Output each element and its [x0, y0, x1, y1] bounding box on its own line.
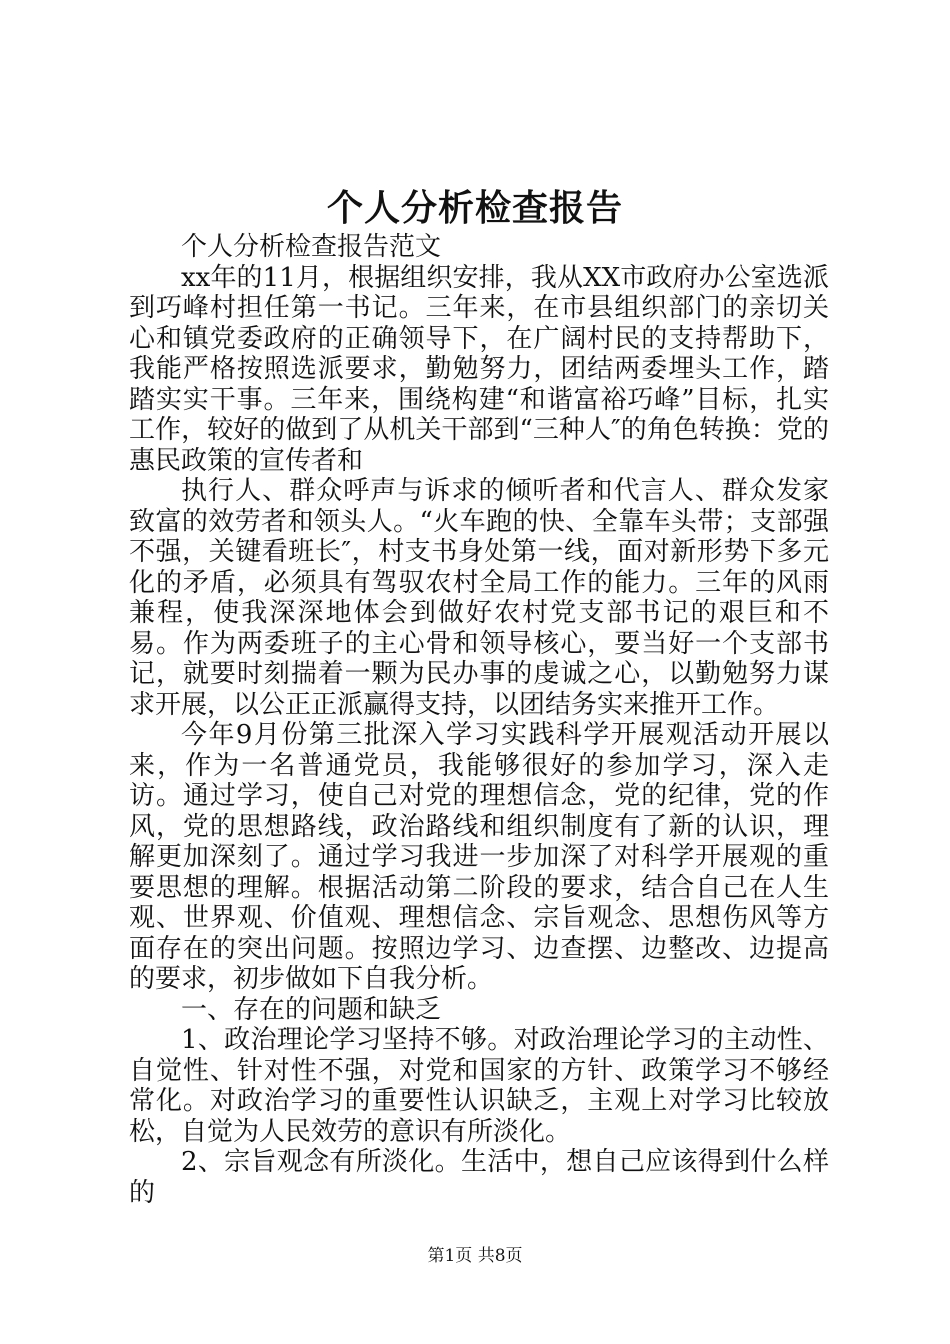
section-heading: 一、存在的问题和缺乏 — [181, 994, 442, 1025]
paragraph: 2、宗旨观念有所淡化。生活中，想自己应该得到什么样的 — [129, 1147, 829, 1208]
paragraph: 1、政治理论学习坚持不够。对政治理论学习的主动性、自觉性、针对性不强，对党和国家的方针、政策学习不够经常化。对政治学习的重要性认识缺乏，主观上对学习比较放松，自觉为人民效劳的意识有所淡化。 — [129, 1025, 829, 1147]
paragraph-subtitle: 个人分析检查报告范文 — [181, 232, 442, 262]
paragraph: 今年9月份第三批深入学习实践科学开展观活动开展以来，作为一名普通党员，我能够很好的参加学习，深入走访。通过学习，使自己对党的理想信念，党的纪律，党的作风，党的思想路线，政治路线和组织制度有了新的认识，理解更加深刻了。通过学习我进一步加深了对科学开展观的重要思想的理解。根据活动第二阶段的要求，结合自己在人生观、世界观、价值观、理想信念、宗旨观念、思想伤风等方面存在的突出问题。按照边学习、边查摆、边整改、边提高的要求，初步做如下自我分析。 — [129, 720, 829, 994]
paragraph: xx年的11月，根据组织安排，我从XX市政府办公室选派到巧峰村担任第一书记。三年来，在市县组织部门的亲切关心和镇党委政府的正确领导下，在广阔村民的支持帮助下，我能严格按照选派要求，勤勉努力，团结两委埋头工作，踏踏实实干事。三年来，围绕构建“和谐富裕巧峰”目标，扎实工作，较好的做到了从机关干部到“三种人″的角色转换：党的惠民政策的宣传者和 — [129, 262, 829, 476]
document-title: 个人分析检查报告 — [326, 187, 623, 229]
page-number-footer: 第1页 共8页 — [427, 1246, 523, 1266]
paragraph: 执行人、群众呼声与诉求的倾听者和代言人、群众发家致富的效劳者和领头人。“火车跑的快、全靠车头带；支部强不强，关键看班长″，村支书身处第一线，面对新形势下多元化的矛盾，必须具有驾驭农村全局工作的能力。三年的风雨兼程，使我深深地体会到做好农村党支部书记的艰巨和不易。作为两委班子的主心骨和领导核心，要当好一个支部书记，就要时刻揣着一颗为民办事的虔诚之心，以勤勉努力谋求开展，以公正正派赢得支持，以团结务实来推开工作。 — [129, 476, 829, 720]
document-body — [129, 232, 829, 1208]
